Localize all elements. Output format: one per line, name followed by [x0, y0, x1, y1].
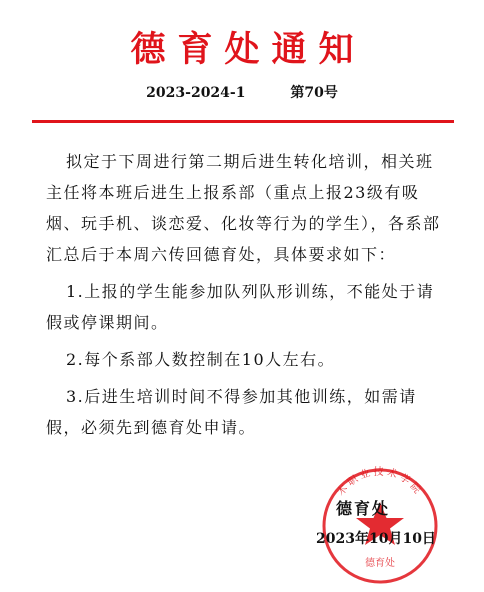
issue-number: 第70号 [290, 85, 338, 101]
official-seal [320, 466, 440, 586]
requirement-2: 2.每个系部人数控制在10人左右。 [66, 350, 336, 369]
requirement-3: 3.后进生培训时间不得参加其他训练，如需请假，必须先到德育处申请。 [46, 387, 417, 437]
intro-paragraph: 拟定于下周进行第二期后进生转化培训，相关班主任将本班后进生上报系部（重点上报23级有吸烟、玩手机、谈恋爱、化妆等行为的学生），各系部汇总后于本周六传回德育处，具体要求如下： [46, 152, 441, 264]
document-number-line [0, 84, 484, 102]
signature-date: 2023年10月10日 [316, 531, 436, 547]
notice-title: 德育处通知 [130, 29, 366, 70]
notice-body [46, 146, 450, 443]
requirement-1: 1.上报的学生能参加队列队形训练，不能处于请假或停课期间。 [46, 282, 435, 332]
signature-department: 德育处 [336, 499, 391, 518]
header-divider [32, 120, 454, 123]
seal-outer-text: 木职业技术学院 [335, 466, 425, 499]
seal-inner-text: 德育处 [365, 558, 395, 569]
document-number: 2023-2024-1 [146, 85, 246, 101]
